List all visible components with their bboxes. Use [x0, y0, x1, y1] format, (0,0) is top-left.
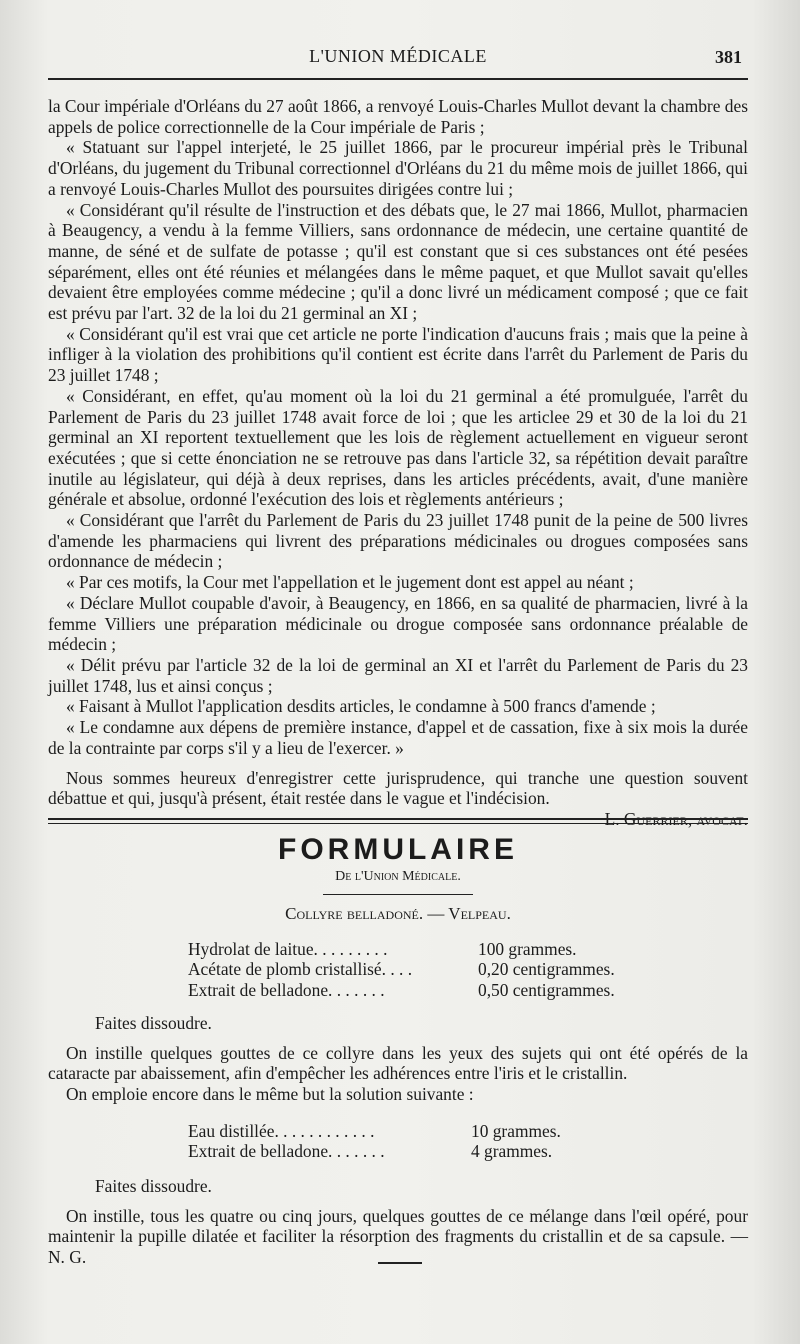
section-rule-top — [48, 818, 748, 820]
ingredient-name: Acétate de plomb cristallisé. . . . — [188, 959, 413, 980]
ingredient-name: Hydrolat de laitue. . . . . . . . . — [188, 938, 388, 959]
article-paragraph: « Déclare Mullot coupable d'avoir, à Beaugency, en 1866, en sa qualité de pharmacien, livré à la femme Villiers une préparation médicinale ou drogue composée sans ordonnance préalable de médecin ; — [48, 592, 748, 655]
article-paragraph: « Considérant qu'il résulte de l'instruction et des débats que, le 27 mai 1866, Mullot, pharmacien à Beaugency, a vendu à la femme Villiers, sans ordonnance de médecin, une certaine quantité de manne, de séné et de sulfate de potasse ; qu'il est constant que si ces substances ont été pesées séparément, elles ont été réunies et mélangées dans le même paquet, et que Mullot savait qu'elles devaient être employées comme médecine ; qu'il a donc livré un médicament composé ; que ce fait est prévu par l'art. 32 de la loi du 21 germinal an XI ; — [48, 199, 748, 324]
author-signature: L. Guerrier, avocat. — [604, 808, 748, 829]
recipe-paragraph: On emploie encore dans le même but la solution suivante : — [66, 1083, 474, 1104]
recipe-directive: Faites dissoudre. — [95, 1012, 212, 1033]
recipe-paragraph: On instille, tous les quatre ou cinq jours, quelques gouttes de ce mélange dans l'œil opéré, pour maintenir la pupille dilatée et faciliter la résorption des fragments du cristallin et de sa capsule. — N. G. — [48, 1205, 748, 1268]
recipe-directive: Faites dissoudre. — [95, 1176, 212, 1197]
ingredient-row — [188, 939, 748, 960]
article-paragraph: « Faisant à Mullot l'application desdits articles, le condamne à 500 francs d'amende ; — [66, 696, 656, 717]
ingredient-row — [188, 980, 748, 1001]
ingredient-quantity: 10 grammes. — [471, 1120, 561, 1141]
article-paragraph: « Par ces motifs, la Cour met l'appellation et le jugement dont est appel au néant ; — [66, 572, 634, 593]
header-rule — [48, 78, 748, 80]
page-number: 381 — [715, 47, 742, 67]
ingredient-quantity: 4 grammes. — [471, 1141, 553, 1162]
ingredient-quantity: 0,50 centigrammes. — [478, 980, 615, 1001]
running-title: L'UNION MÉDICALE — [309, 46, 487, 66]
ingredient-name: Extrait de belladone. . . . . . . — [188, 1141, 385, 1162]
article-paragraph: « Considérant qu'il est vrai que cet article ne porte l'indication d'aucuns frais ; mais que la peine à infliger à la violation des prohibitions qu'il contient est écrite dans l'arrêt du Parlement de Paris du 23 juillet 1748 ; — [48, 323, 748, 386]
article-body — [48, 96, 748, 830]
recipe-paragraph: On instille quelques gouttes de ce collyre dans les yeux des sujets qui ont été opérés de la cataracte par abaissement, afin d'empêcher les adhérences entre l'iris et le cristallin. — [48, 1042, 748, 1084]
article-paragraph: « Statuant sur l'appel interjeté, le 25 juillet 1866, par le procureur impérial près le Tribunal d'Orléans, du jugement du Tribunal correctionnel d'Orléans du 21 du même mois de juillet 1866, qui a renvoyé Louis-Charles Mullot des poursuites dirigées contre lui ; — [48, 137, 748, 199]
article-paragraph: « Délit prévu par l'article 32 de la loi de germinal an XI et l'arrêt du Parlement de Paris du 23 juillet 1748, lus et ainsi conçus ; — [48, 654, 748, 696]
subtitle-rule — [323, 894, 473, 895]
article-paragraph: « Considérant, en effet, qu'au moment où la loi du 21 germinal a été promulguée, l'arrêt du Parlement de Paris du 23 juillet 1748 avait force de loi ; que les articlee 29 et 30 de la loi du 21 germinal an XI reportent textuellement que les lois de règlement actuellement en vigueur seront exécutées ; que si cette énonciation ne se retrouve pas dans l'article 32, sa répétition devait paraître inutile au législateur, qui déjà à deux reprises, dans les articles précédents, avait, d'une manière générale et absolue, ordonné l'exécution des lois et règlements antérieurs ; — [48, 385, 748, 510]
section-title: FORMULAIRE — [278, 833, 518, 866]
section-rule-bottom — [48, 823, 748, 824]
ingredient-row — [188, 1141, 748, 1162]
closing-paragraph: Nous sommes heureux d'enregistrer cette jurisprudence, qui tranche une question souvent débattue et qui, jusqu'à présent, était restée dans le vague et l'indécision. — [48, 767, 748, 809]
article-paragraph: « Considérant que l'arrêt du Parlement de Paris du 23 juillet 1748 punit de la peine de 500 livres d'amende les pharmaciens qui livrent des préparations médicinales ou drogues composées sans ordonnance de médecin ; — [48, 510, 748, 572]
formulaire-heading — [48, 833, 748, 885]
ingredient-row — [188, 1121, 748, 1142]
ingredient-quantity: 0,20 centigrammes. — [478, 959, 615, 980]
ingredient-row — [188, 959, 748, 980]
recipe-title: Collyre belladoné. — Velpeau. — [285, 904, 511, 923]
page-header — [48, 46, 748, 72]
article-paragraph: la Cour impériale d'Orléans du 27 août 1866, a renvoyé Louis-Charles Mullot devant la chambre des appels de police correctionnelle de la Cour impériale de Paris ; — [48, 96, 748, 137]
recipe — [48, 904, 748, 1268]
end-rule — [378, 1262, 422, 1264]
ingredient-name: Eau distillée. . . . . . . . . . . . — [188, 1120, 375, 1141]
ingredient-list — [188, 939, 748, 1001]
article-paragraph: « Le condamne aux dépens de première instance, d'appel et de cassation, fixe à six mois la durée de la contrainte par corps s'il y a lieu de l'exercer. » — [48, 717, 748, 758]
section-subtitle: De l'Union Médicale. — [335, 869, 461, 884]
ingredient-name: Extrait de belladone. . . . . . . — [188, 980, 385, 1001]
ingredient-quantity: 100 grammes. — [478, 938, 577, 959]
ingredient-list-2 — [188, 1121, 748, 1162]
